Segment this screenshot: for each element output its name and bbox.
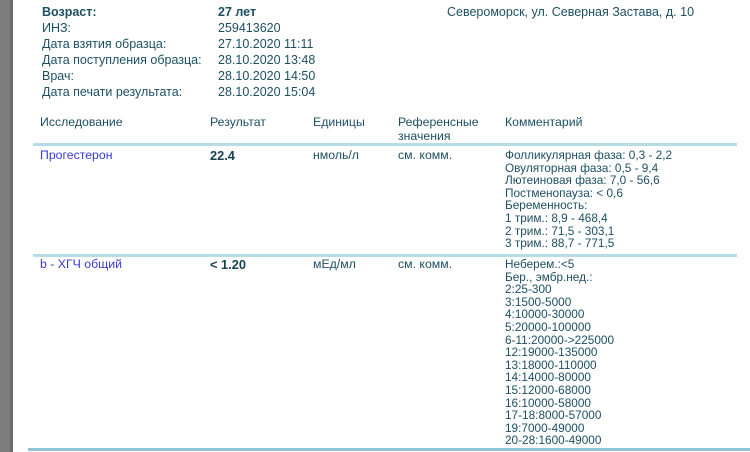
info-row-age <box>42 4 442 20</box>
column-header-units: Единицы <box>313 115 365 129</box>
reference-value: см. комм. <box>398 257 453 271</box>
comment-line: 2:25-300 <box>505 282 552 297</box>
info-value: 259413620 <box>218 21 281 35</box>
comment-line: 20-28:1600-49000 <box>505 433 602 448</box>
test-name-link[interactable]: b - ХГЧ общий <box>40 257 122 271</box>
bottom-divider <box>28 448 750 451</box>
info-value: 27 лет <box>218 5 257 19</box>
comment-line: 12:19000-135000 <box>505 345 598 360</box>
comment-line: 19:7000-49000 <box>505 420 585 435</box>
clinic-address: Североморск, ул. Северная Застава, д. 10 <box>447 5 695 19</box>
info-label: Дата взятия образца: <box>42 37 167 51</box>
info-row-print-date <box>42 84 442 100</box>
comment-line: 17-18:8000-57000 <box>505 408 602 423</box>
comment-line: Бер., эмбр.нед.: <box>505 269 593 284</box>
info-label: ИНЗ: <box>42 21 72 35</box>
result-value: < 1.20 <box>210 257 246 272</box>
comment-line: 14:14000-80000 <box>505 370 591 385</box>
info-row-doctor <box>42 68 442 84</box>
column-header-comment: Комментарий <box>505 115 583 129</box>
column-header-result: Результат <box>210 115 266 129</box>
comment-line: Фолликулярная фаза: 0,3 - 2,2 <box>505 148 673 162</box>
column-header-reference: Референсные значения <box>398 115 479 143</box>
units-value: нмоль/л <box>313 148 359 162</box>
comment-line: 13:18000-110000 <box>505 357 597 372</box>
comment-line: Неберем.:<5 <box>505 257 575 271</box>
comment-block <box>505 149 672 250</box>
header-divider <box>33 143 737 146</box>
comment-line: 4:10000-30000 <box>505 307 585 322</box>
comment-line: 3 трим.: 88,7 - 771,5 <box>505 236 615 251</box>
comment-block <box>505 258 614 447</box>
info-value: 27.10.2020 11:11 <box>218 37 314 51</box>
row-divider <box>33 254 737 257</box>
info-label: Врач: <box>42 69 74 83</box>
comment-line: 3:1500-5000 <box>505 294 572 309</box>
comment-line: 16:10000-58000 <box>505 395 591 410</box>
info-row-inz <box>42 20 442 36</box>
info-value: 28.10.2020 14:50 <box>218 69 316 83</box>
comment-line: Постменопауза: < 0,6 <box>505 185 623 200</box>
info-row-sample-received <box>42 52 442 68</box>
comment-line: Лютеиновая фаза: 7,0 - 56,6 <box>505 173 660 188</box>
info-row-sample-taken <box>42 36 442 52</box>
reference-value: см. комм. <box>398 148 453 162</box>
comment-line: Овуляторная фаза: 0,5 - 9,4 <box>505 160 659 175</box>
result-value: 22.4 <box>210 148 235 163</box>
column-header-test: Исследование <box>40 115 123 129</box>
viewer-left-gutter <box>0 0 10 452</box>
comment-line: 6-11:20000->225000 <box>505 332 615 347</box>
comment-line: 15:12000-68000 <box>505 382 591 397</box>
info-label: Дата поступления образца: <box>42 53 202 67</box>
comment-line: 1 трим.: 8,9 - 468,4 <box>505 210 608 225</box>
info-label: Дата печати результата: <box>42 85 183 99</box>
units-value: мЕд/мл <box>313 257 356 271</box>
info-value: 28.10.2020 15:04 <box>218 85 316 99</box>
comment-line: Беременность: <box>505 198 588 213</box>
info-label: Возраст: <box>42 5 97 19</box>
page-left-edge <box>10 0 13 452</box>
comment-line: 2 трим.: 71,5 - 303,1 <box>505 223 615 238</box>
test-name-link[interactable]: Прогестерон <box>40 148 113 162</box>
info-value: 28.10.2020 13:48 <box>218 53 316 67</box>
comment-line: 5:20000-100000 <box>505 319 591 334</box>
